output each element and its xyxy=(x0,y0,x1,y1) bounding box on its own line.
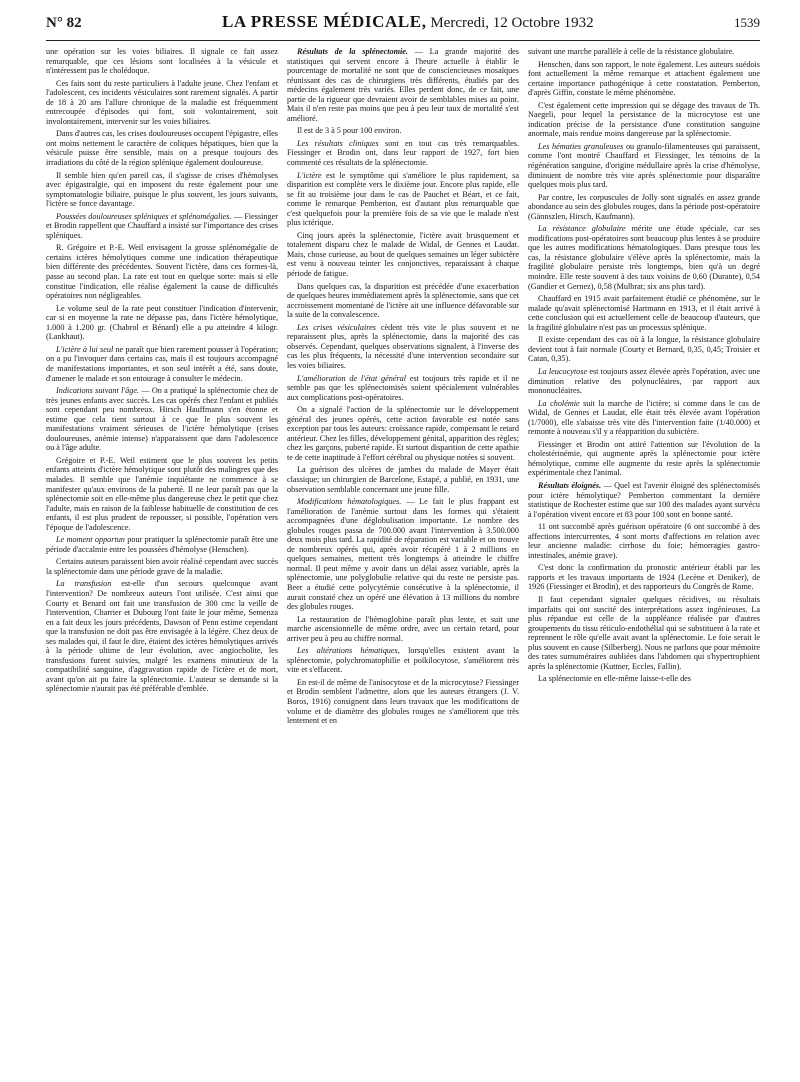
paragraph-text: Il existe cependant des cas où à la longue, la résistance globulaire devient tout à fait normale (Courty et Bernard, 0,35, 0,45; Troisier et Catan, 0,35). xyxy=(528,335,760,364)
paragraph xyxy=(528,522,760,560)
column-left xyxy=(46,47,278,1075)
paragraph-text: ou granulo-filamenteuses qui paraissent, comme l'ont montré Chauffard et Fiessinger, les témoins de la régénération sanguine, d'origine médullaire après la crise d'hémolyse, diminuent de nombre très vite après splénectomie pour disparaître quelques mois plus tard. xyxy=(528,141,760,190)
paragraph xyxy=(287,465,519,494)
paragraph xyxy=(528,294,760,332)
paragraph-text: une opération sur les voies biliaires. Il signale ce fait assez remarquable, que ces lésions sont localisées à la vésicule et n'intéressent pas le cholédoque. xyxy=(46,47,278,76)
paragraph-text: Grégoire et P.-E. Weil estiment que le plus souvent les petits enfants atteints d'ictère hémolytique sont plutôt des malingres que des malades. Il semble que l'anémie inquiétante ne commence à se manifester qu'aux environs de la puberté. Il ne leur paraît pas que la splénectomie soit en elle-même plus dangereuse chez le petit que chez l'adulte, mais en raison de la faiblesse habituelle de constitution de ces enfants, il est plus prudent de repousser, si possible, l'opération vers l'époque de l'adolescence. xyxy=(46,455,278,532)
paragraph-heading: L'amélioration de l'état général xyxy=(297,373,407,383)
paragraph-text: suit la marche de l'ictère; si comme dans le cas de Widal, de Gennes et Laudat, elle était très élevée avant l'opération (1/7000), elle s'abaisse très vite dès l'intervention faite (1/40.000) et remonte à nouveau s'il y a réapparition du subictère. xyxy=(528,398,760,437)
paragraph-text: 11 ont succombé après guérison opératoire (6 ont succombé à des affections intercurrentes, 4 sont morts d'affections en relation avec leur ancienne maladie: cirrhose du foie; hémorragies gastro-intestinales, anémie grave). xyxy=(528,522,760,560)
paragraph-heading: Le moment opportun xyxy=(56,535,125,545)
paragraph xyxy=(528,47,760,57)
paragraph-text: Il semble bien qu'en pareil cas, il s'agisse de crises d'hémolyses avec épigastralgie, qui en imposent du reste également pour une symptomatologie biliaire, puisque le plus souvent, les jours suivants, l'ictère se fonce davantage. xyxy=(46,170,278,209)
paragraph-text: La splénectomie en elle-même laisse-t-elle des xyxy=(538,674,691,684)
paragraph xyxy=(528,595,760,671)
paragraph-text: La guérison des ulcères de jambes du malade de Mayer était classique; un chirurgien de Barcelone, Estapé, a publié, en 1931, une observation semblable concernant une jeune fille. xyxy=(287,465,519,494)
paragraph-heading: La transfusion xyxy=(56,579,112,589)
paragraph-text: Henschen, dans son rapport, le note également. Les auteurs suédois font actuellement la même remarque et attachent également une certaine importance pathogénique à cette constatation. Pemberton, d'après Giffin, constate le même phénomène. xyxy=(528,59,760,98)
paragraph-heading: Poussées douloureuses spléniques et splénomégalies. xyxy=(56,211,232,221)
paragraph-text: Dans d'autres cas, les crises douloureuses occupent l'épigastre, elles ont moins nettement le caractère de coliques hépatiques, bien que la vésicule puisse être sensible, mais on a presque toujours des irradiations du côté de la région splénique également douloureuse. xyxy=(46,129,278,168)
paragraph-heading: L'ictère à lui seul xyxy=(56,344,114,354)
paragraph xyxy=(287,497,519,612)
paragraph-text: — Fiessinger et Brodin rappellent que Chauffard a insisté sur l'importance des crises spléniques. xyxy=(46,211,278,240)
paragraph-text: — Quel est l'avenir éloigné des splénectomisés pour ictère hémolytique? Pemberton commentant la dernière statistique de Rochester estime que sur 100 des malades ayant survécu à l'opération vivent encore et 83 pour 100 sont en bonne santé. xyxy=(528,480,760,519)
paragraph-text: — La grande majorité des statistiques qui servent encore à l'heure actuelle à établir le pourcentage de mortalité ne sont que de consciencieuses mosaïques réunissant des cas de chirurgiens très différents, étudiés par des médecins également très variés. Elles perdent donc, de ce fait, une partie de la rigueur que devraient avoir de semblables mises au point. Mais il n'en reste pas moins que peu à peu leur taux de mortalité s'est amélioré. xyxy=(287,47,519,123)
paragraph-text: C'est également cette impression qui se dégage des travaux de Th. Naegeli, pour lequel la persistance de la microcytose est une indication précise de la persistance d'une constitution sanguine anormale, mais rendue moins dangereuse par la splénectomie. xyxy=(528,100,760,139)
journal-title-line xyxy=(222,12,594,32)
paragraph-text: est toujours assez élevée après l'opération, avec une diminution relative des polynucléaires, par rapport aux mononucléaires. xyxy=(528,366,760,396)
paragraph-text: est toujours très rapide et il ne semble pas que les splénectomisés soient spécialement vulnérables aux complications post-opératoires. xyxy=(287,373,519,402)
paragraph xyxy=(528,399,760,437)
paragraph xyxy=(287,139,519,168)
paragraph-heading: La leucocytose xyxy=(538,366,588,376)
paragraph xyxy=(287,231,519,279)
paragraph xyxy=(528,101,760,139)
paragraph xyxy=(528,481,760,519)
paragraph-text: Fiessinger et Brodin ont attiré l'attention sur l'évolution de la cholestérinémie, qui augmente après la splénectomie pour ictère hémolytique, comme elle augmente du reste après la splénectomie expérimentale chez l'animal. xyxy=(528,439,760,478)
issue-date: Mercredi, 12 Octobre 1932 xyxy=(430,15,594,31)
paragraph xyxy=(287,282,519,320)
paragraph-text: Certains auteurs paraissent bien avoir réalisé cependant avec succès la splénectomie dans une période grave de la maladie. xyxy=(46,557,278,576)
paragraph xyxy=(528,440,760,478)
paragraph-heading: Résultats éloignés. xyxy=(538,480,602,490)
paragraph xyxy=(46,557,278,576)
column-middle xyxy=(287,47,519,1075)
paragraph-text: sont en tout cas très remarquables. Fiessinger et Brodin ont, dans leur rapport de 1927, fort bien commenté ces résultats de la splénectomie. xyxy=(287,138,519,168)
paragraph xyxy=(46,456,278,532)
paragraph-text: est le symptôme qui s'améliore le plus rapidement, sa disparition est complète vers le dixième jour. Encore plus rapide, elle se fit au troisième jour dans le cas de Pauchet et Béart, et ce fait, comme le remarque Pemberton, est d'autant plus remarquable que c'est quelquefois pour la première fois de sa vie que le malade n'est plus ictérique. xyxy=(287,170,519,228)
paragraph-heading: Les hématies granuleuses xyxy=(538,141,624,151)
paragraph-heading: La cholémie xyxy=(538,398,580,408)
paragraph-text: lorsqu'elles existent avant la splénectomie, polychromatophilie et poïkilocytose, s'améliorent très vite et s'effacent. xyxy=(287,646,519,675)
paragraph xyxy=(287,374,519,403)
text-columns xyxy=(46,47,760,1075)
paragraph xyxy=(528,142,760,190)
paragraph-text: Il est de 3 à 5 pour 100 environ. xyxy=(297,126,402,136)
paragraph xyxy=(287,615,519,644)
column-right xyxy=(528,47,760,1075)
paragraph xyxy=(528,224,760,291)
paragraph xyxy=(287,47,519,123)
paragraph-text: — On a pratiqué la splénectomie chez de très jeunes enfants avec succès. Les cas opérés chez l'enfant et publiés sont cependant peu nombreux. Hirsch Hauffmann s'en étonne et estime que cela tient surtout à ce que le plus souvent les manifestations vraiment sérieuses de l'ictère hémolytique (crises douloureuses, anémie intense) n'apparaissent que dans l'adolescence ou à l'âge adulte. xyxy=(46,386,278,453)
paragraph-text: R. Grégoire et P.-E. Weil envisagent la grosse splénomégalie de certains ictères hémolytiques comme une indication thérapeutique bien différente des précédentes. Souvent l'ictère, dans ces formes-là, passe au second plan. La rate est tout en quelque sorte: mais si elle constitue l'indication, elle réalise également la cause de difficultés opératoires non négligeables. xyxy=(46,243,278,301)
paragraph-text: Cinq jours après la splénectomie, l'ictère avait brusquement et totalement disparu chez le malade de Widal, de Gennes et Laudat. Mais, chose curieuse, au bout de quelques semaines un léger subictère est venu à nouveau teinter les conjonctives, reparaissant à chaque période de fatigue. xyxy=(287,230,519,279)
paragraph xyxy=(528,563,760,592)
paragraph-text: suivant une marche parallèle à celle de la résistance globulaire. xyxy=(528,47,735,56)
paragraph xyxy=(287,646,519,675)
paragraph xyxy=(287,405,519,462)
paragraph xyxy=(287,171,519,228)
paragraph-text: est-elle d'un secours quelconque avant l'intervention? De nombreux auteurs l'ont utilisée. C'est ainsi que Courty et Benard ont fait une transfusion de 300 cmc la veille de l'intervention, Charrier et Dubourg l'ont faite le jour même, Semenza en a fait deux les jours précédents, Dawson of Penn estime cependant que la transfusion ne doit pas être envisagée à la légère. Chez deux de ses malades qui, il faut le dire, étaient des ictères hémolytiques arrivés à la période ultime de leur évolution, avec angiocholite, les transfusions furent suivies, malgré les examens minutieux de la compatibilité sanguine, d'aggravation rapide de l'ictère et de mort, avant qu'on ait pu faire la splénectomie. L'auteur se demande si la splénectomie n'aurait pas été préférable d'emblée. xyxy=(46,579,278,694)
paragraph xyxy=(528,193,760,222)
paragraph-heading: L'ictère xyxy=(297,170,322,180)
page-number: 1539 xyxy=(734,15,760,30)
paragraph xyxy=(528,367,760,396)
header-rule xyxy=(46,40,760,41)
paragraph xyxy=(46,535,278,554)
paragraph-heading: La résistance globulaire xyxy=(538,224,626,234)
paragraph xyxy=(46,345,278,383)
paragraph xyxy=(528,674,760,684)
paragraph xyxy=(46,579,278,694)
paragraph-text: On a signalé l'action de la splénectomie sur le développement général des jeunes opérés, cette action favorable est notée sans exception par tous les auteurs: croissance rapide, compensant le retard antérieur. Chez les filles, développement génital, apparition des règles; chez les garçons, puberté rapide. Et surtout disparition de cette apathie te de cette inaptitude à l'effort cérébral ou physique notées si souvent. xyxy=(287,405,519,462)
paragraph xyxy=(46,304,278,342)
paragraph-text: Ces faits sont du reste particuliers à l'adulte jeune. Chez l'enfant et l'adolescent, ces incidents vésiculaires sont rarement signalés. A partir de 18 à 20 ans l'allure chronique de la maladie est fréquemment entrecoupée d'épisodes qui font, soit volontairement, soit involontairement, intervenir sur les voies biliaires. xyxy=(46,78,278,126)
issue-number: N° 82 xyxy=(46,15,82,31)
paragraph-text: Il faut cependant signaler quelques récidives, ou résultats imparfaits qui ont suscité des interprétations assez ingénieuses. La plus répandue est celle de la suppléance réalisée par d'autres groupements du tissu réticulo-endothélial qui se substituent à la rate et reprennent le rôle qu'elle avait avant la splénectomie. Le foie serait le plus souvent en cause (Silberberg). Nous ne parlons que pour mémoire des rates surnuméraires oubliées dans l'abdomen qui s'hypertrophient après la splénectomie (Kuttner, Eccles, Fallin). xyxy=(528,594,760,671)
paragraph xyxy=(46,129,278,167)
paragraph-text: La restauration de l'hémoglobine paraît plus lente, et suit une marche ascensionnelle de même ordre, avec un certain retard, pour arriver peu à peu au chiffre normal. xyxy=(287,614,519,643)
paragraph-heading: Résultats de la splénectomie. xyxy=(297,47,408,56)
paragraph-text: Dans quelques cas, la disparition est précédée d'une exacerbation de quelques heures immédiatement après la splénectomie, sans que cet accroissement momentané de l'ictère ait une influence défavorable sur la suite de la convalescence. xyxy=(287,281,519,320)
paragraph-text: pour pratiquer la splénectomie paraît être une période d'accalmie entre les poussées d'hémolyse (Henschen). xyxy=(46,535,278,554)
paragraph-text: Le volume seul de la rate peut constituer l'indication d'intervenir, car si en moyenne la rate ne dépasse pas, dans l'ictère hémolytique, 1.000 à 1.200 gr. (Chabrol et Bénard) elle a pu atteindre 4 kilogr. (Lankhaut). xyxy=(46,303,278,342)
paragraph xyxy=(287,323,519,371)
paragraph-heading: Les résultats cliniques xyxy=(297,138,379,148)
paragraph-text: En est-il de même de l'anisocytose et de la microcytose? Fiessinger et Brodin semblent l'admettre, alors que les auteurs étrangers (J. V. Boros, 1916) consignent dans leurs travaux que les modifications de volume et de diamètre des globules rouges ne s'améliorent que très lentement et en xyxy=(287,677,519,726)
paragraph-heading: Indications suivant l'âge. xyxy=(56,386,140,396)
paragraph-text: C'est donc la confirmation du pronostic antérieur établi par les rapports et les travaux importants de 1924 (Lecène et Deniker), de 1926 (Fiessinger et Brodin), et des rapporteurs du Congrès de Rome. xyxy=(528,563,760,592)
paragraph xyxy=(287,126,519,136)
paragraph xyxy=(528,60,760,98)
paragraph xyxy=(46,47,278,76)
paragraph xyxy=(46,243,278,300)
paragraph-text: Par contre, les corpuscules de Jolly sont signalés en assez grande abondance au sein des globules rouges, dans la période post-opératoire (Gännszlen, Hirsch, Kaufmann). xyxy=(528,192,760,221)
paragraph-heading: Les altérations hématiques, xyxy=(297,646,400,656)
paragraph xyxy=(46,79,278,127)
journal-name: LA PRESSE MÉDICALE, xyxy=(221,12,427,31)
paragraph-heading: Modifications hématologiques. xyxy=(297,497,402,507)
paragraph xyxy=(287,678,519,726)
paragraph-text: cèdent très vite le plus souvent et ne reparaissent plus, après la splénectomie, dans la majorité des cas observés. Cependant, quelques observations signalent, à l'inverse des cas les plus fréquents, la nécessité d'une intervention secondaire sur les voies biliaires. xyxy=(287,322,519,370)
paragraph xyxy=(46,171,278,209)
paragraph xyxy=(46,386,278,453)
paragraph-text: — Le fait le plus frappant est l'amélioration de l'anémie surtout dans les formes qui s'étaient accompagnées d'une déglobulisation importante. Le nombre des globules rouges passa de 700.000 avant l'intervention à 3.500.000 deux mois plus tard. La rapidité de réparation est variable et on trouve de nombreux opérés qui, après avoir récupéré 1 à 2 millions en quelques semaines, mettent très longtemps à atteindre le chiffre normal. Il peut même y avoir dans un délai assez variable, après la splénectomie, une polyglobulie relative qui du reste ne persiste pas. Beer a étudié cette polycytémie consécutive à la splénectomie, il aurait constaté chez un opéré une élévation à 13 millions du nombre des globules rouges. xyxy=(287,497,519,612)
paragraph-text: ne paraît que bien rarement pousser à l'opération; on a pu l'invoquer dans certains cas, mais il est toujours accompagné de manifestations importantes, et son seul intérêt a été, sans doute, d'amener le malade et son entourage à consulter le médecin. xyxy=(46,344,278,383)
paragraph xyxy=(46,212,278,241)
running-header xyxy=(46,12,760,38)
paragraph-heading: Les crises vésiculaires xyxy=(297,322,376,332)
paragraph xyxy=(528,335,760,364)
paragraph-text: Chauffard en 1915 avait parfaitement étudié ce phénomène, sur le malade qu'avait splénectomisé Hartmann en 1913, et il était arrivé à cette conclusion qui est actuellement celle de beaucoup d'auteurs, que la fragilité globulaire n'est pas un processus splénique. xyxy=(528,294,760,332)
paragraph-text: mérite une étude spéciale, car ses modifications post-opératoires sont beaucoup plus lentes à se produire que les autres modifications hématologiques. Dans presque tous les cas, la résistance globulaire s'élève après la splénectomie, mais la fragilité globulaire persiste très longtemps, bien qu'à un degré moindre. Elle reste souvent à des taux voisins de 0,60 (Durante), 0,54 (Gandier et Gernez), 0,58 (Mulbrat; six ans plus tard). xyxy=(528,224,760,291)
